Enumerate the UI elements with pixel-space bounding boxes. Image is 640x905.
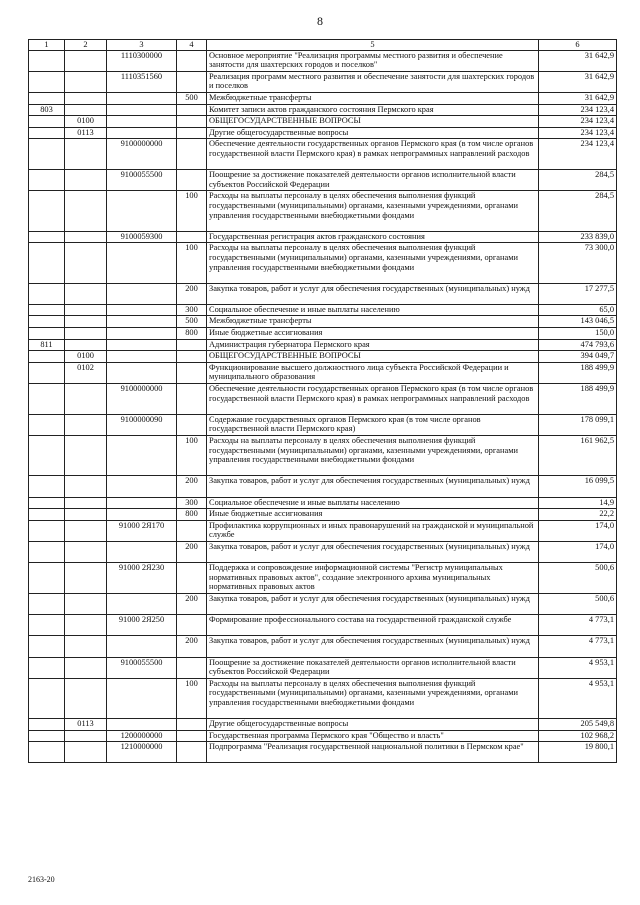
cell-c5: Администрация губернатора Пермского края bbox=[207, 339, 539, 351]
cell-c1 bbox=[29, 593, 65, 614]
cell-c5: Государственная регистрация актов гражданского состояния bbox=[207, 231, 539, 243]
cell-c6: 14,9 bbox=[539, 497, 617, 509]
cell-c5: Государственная программа Пермского края "Общество и власть" bbox=[207, 730, 539, 742]
cell-c3 bbox=[107, 509, 177, 521]
cell-c6: 234 123,4 bbox=[539, 139, 617, 170]
cell-c5: Основное мероприятие "Реализация программы местного развития и обеспечение занятости для шахтерских городов и поселков" bbox=[207, 50, 539, 71]
cell-c1 bbox=[29, 615, 65, 636]
cell-c4 bbox=[177, 170, 207, 191]
cell-c5: Содержание государственных органов Пермского края (в том числе органов государственной власти Пермского края) bbox=[207, 414, 539, 435]
cell-c2 bbox=[65, 541, 107, 562]
cell-c2 bbox=[65, 243, 107, 283]
table-row bbox=[29, 541, 617, 562]
cell-c5: Поощрение за достижение показателей деятельности органов исполнительной власти субъектов Российской Федерации bbox=[207, 170, 539, 191]
cell-c3 bbox=[107, 362, 177, 383]
cell-c6: 188 499,9 bbox=[539, 362, 617, 383]
table-row bbox=[29, 362, 617, 383]
cell-c2 bbox=[65, 104, 107, 116]
cell-c6: 19 800,1 bbox=[539, 742, 617, 763]
cell-c5: Функционирование высшего должностного лица субъекта Российской Федерации и муниципального образования bbox=[207, 362, 539, 383]
cell-c1 bbox=[29, 92, 65, 104]
cell-c5: Расходы на выплаты персоналу в целях обеспечения выполнения функций государственными (муниципальными) органами, казенными учреждениями, органами управления государственными внебюджетными фондами bbox=[207, 678, 539, 718]
cell-c3 bbox=[107, 116, 177, 128]
cell-c4: 100 bbox=[177, 678, 207, 718]
cell-c3: 9100055500 bbox=[107, 657, 177, 678]
table-row bbox=[29, 50, 617, 71]
table-row bbox=[29, 719, 617, 731]
cell-c5: Другие общегосударственные вопросы bbox=[207, 127, 539, 139]
cell-c3: 1110351560 bbox=[107, 71, 177, 92]
cell-c3 bbox=[107, 476, 177, 497]
cell-c5: Социальное обеспечение и иные выплаты населению bbox=[207, 304, 539, 316]
cell-c4 bbox=[177, 127, 207, 139]
header-col-5: 5 bbox=[207, 40, 539, 51]
cell-c3: 9100000090 bbox=[107, 414, 177, 435]
cell-c1 bbox=[29, 362, 65, 383]
cell-c2 bbox=[65, 283, 107, 304]
cell-c4 bbox=[177, 231, 207, 243]
cell-c1 bbox=[29, 50, 65, 71]
cell-c6: 500,6 bbox=[539, 563, 617, 594]
cell-c6: 284,5 bbox=[539, 170, 617, 191]
cell-c4: 800 bbox=[177, 509, 207, 521]
cell-c2 bbox=[65, 742, 107, 763]
cell-c3 bbox=[107, 304, 177, 316]
cell-c4 bbox=[177, 730, 207, 742]
cell-c4: 100 bbox=[177, 436, 207, 476]
table-row bbox=[29, 436, 617, 476]
cell-c3: 1210000000 bbox=[107, 742, 177, 763]
cell-c6: 31 642,9 bbox=[539, 71, 617, 92]
cell-c2 bbox=[65, 50, 107, 71]
cell-c4: 800 bbox=[177, 328, 207, 340]
cell-c4: 500 bbox=[177, 92, 207, 104]
cell-c2 bbox=[65, 636, 107, 657]
table-row bbox=[29, 384, 617, 415]
cell-c3: 91000 2Я170 bbox=[107, 520, 177, 541]
cell-c1 bbox=[29, 71, 65, 92]
cell-c3 bbox=[107, 719, 177, 731]
cell-c6: 174,0 bbox=[539, 541, 617, 562]
cell-c5: Обеспечение деятельности государственных органов Пермского края (в том числе органов государственной власти Пермского края) в рамках непрограммных направлений расходов bbox=[207, 139, 539, 170]
cell-c5: Иные бюджетные ассигнования bbox=[207, 328, 539, 340]
cell-c6: 205 549,8 bbox=[539, 719, 617, 731]
cell-c2 bbox=[65, 593, 107, 614]
cell-c1 bbox=[29, 116, 65, 128]
cell-c2: 0100 bbox=[65, 351, 107, 363]
cell-c3: 1110300000 bbox=[107, 50, 177, 71]
cell-c5: Поощрение за достижение показателей деятельности органов исполнительной власти субъектов Российской Федерации bbox=[207, 657, 539, 678]
cell-c4 bbox=[177, 116, 207, 128]
cell-c6: 102 968,2 bbox=[539, 730, 617, 742]
header-col-1: 1 bbox=[29, 40, 65, 51]
table-row bbox=[29, 678, 617, 718]
cell-c3 bbox=[107, 497, 177, 509]
cell-c4: 100 bbox=[177, 191, 207, 231]
table-row bbox=[29, 509, 617, 521]
cell-c1 bbox=[29, 541, 65, 562]
cell-c6: 73 300,0 bbox=[539, 243, 617, 283]
cell-c6: 31 642,9 bbox=[539, 50, 617, 71]
cell-c1 bbox=[29, 476, 65, 497]
cell-c2 bbox=[65, 231, 107, 243]
cell-c2 bbox=[65, 615, 107, 636]
cell-c2 bbox=[65, 304, 107, 316]
cell-c1 bbox=[29, 170, 65, 191]
cell-c5: ОБЩЕГОСУДАРСТВЕННЫЕ ВОПРОСЫ bbox=[207, 116, 539, 128]
cell-c1 bbox=[29, 719, 65, 731]
cell-c4 bbox=[177, 657, 207, 678]
cell-c6: 233 839,0 bbox=[539, 231, 617, 243]
budget-table bbox=[28, 39, 617, 763]
cell-c2: 0102 bbox=[65, 362, 107, 383]
header-col-3: 3 bbox=[107, 40, 177, 51]
cell-c1 bbox=[29, 384, 65, 415]
cell-c1 bbox=[29, 316, 65, 328]
cell-c3 bbox=[107, 243, 177, 283]
cell-c6: 4 773,1 bbox=[539, 636, 617, 657]
cell-c6: 234 123,4 bbox=[539, 127, 617, 139]
cell-c4: 200 bbox=[177, 476, 207, 497]
cell-c1 bbox=[29, 191, 65, 231]
cell-c3 bbox=[107, 339, 177, 351]
table-row bbox=[29, 476, 617, 497]
cell-c1 bbox=[29, 328, 65, 340]
cell-c5: Расходы на выплаты персоналу в целях обеспечения выполнения функций государственными (муниципальными) органами, казенными учреждениями, органами управления государственными внебюджетными фондами bbox=[207, 191, 539, 231]
cell-c5: Закупка товаров, работ и услуг для обеспечения государственных (муниципальных) нужд bbox=[207, 636, 539, 657]
cell-c1 bbox=[29, 231, 65, 243]
cell-c1 bbox=[29, 139, 65, 170]
table-row bbox=[29, 71, 617, 92]
cell-c1 bbox=[29, 509, 65, 521]
footer-code: 2163-20 bbox=[28, 875, 55, 884]
cell-c6: 178 099,1 bbox=[539, 414, 617, 435]
cell-c2: 0100 bbox=[65, 116, 107, 128]
cell-c4 bbox=[177, 742, 207, 763]
cell-c5: Закупка товаров, работ и услуг для обеспечения государственных (муниципальных) нужд bbox=[207, 283, 539, 304]
cell-c6: 394 049,7 bbox=[539, 351, 617, 363]
cell-c1: 803 bbox=[29, 104, 65, 116]
cell-c4 bbox=[177, 50, 207, 71]
cell-c4 bbox=[177, 615, 207, 636]
table-row bbox=[29, 191, 617, 231]
cell-c3: 9100059300 bbox=[107, 231, 177, 243]
cell-c3 bbox=[107, 316, 177, 328]
cell-c4 bbox=[177, 719, 207, 731]
cell-c5: Иные бюджетные ассигнования bbox=[207, 509, 539, 521]
header-col-6: 6 bbox=[539, 40, 617, 51]
cell-c2: 0113 bbox=[65, 719, 107, 731]
cell-c3 bbox=[107, 678, 177, 718]
cell-c2 bbox=[65, 520, 107, 541]
cell-c4: 200 bbox=[177, 636, 207, 657]
cell-c5: Закупка товаров, работ и услуг для обеспечения государственных (муниципальных) нужд bbox=[207, 541, 539, 562]
table-row bbox=[29, 127, 617, 139]
table-row bbox=[29, 593, 617, 614]
cell-c4 bbox=[177, 563, 207, 594]
cell-c3 bbox=[107, 351, 177, 363]
cell-c2 bbox=[65, 316, 107, 328]
table-row bbox=[29, 231, 617, 243]
cell-c3 bbox=[107, 92, 177, 104]
cell-c2 bbox=[65, 191, 107, 231]
cell-c5: Подпрограмма "Реализация государственной национальной политики в Пермском крае" bbox=[207, 742, 539, 763]
table-row bbox=[29, 328, 617, 340]
cell-c6: 500,6 bbox=[539, 593, 617, 614]
table-row bbox=[29, 92, 617, 104]
cell-c6: 188 499,9 bbox=[539, 384, 617, 415]
cell-c6: 4 953,1 bbox=[539, 657, 617, 678]
cell-c2 bbox=[65, 563, 107, 594]
table-row bbox=[29, 339, 617, 351]
cell-c5: Комитет записи актов гражданского состояния Пермского края bbox=[207, 104, 539, 116]
cell-c5: Другие общегосударственные вопросы bbox=[207, 719, 539, 731]
cell-c4 bbox=[177, 384, 207, 415]
cell-c4 bbox=[177, 414, 207, 435]
cell-c1 bbox=[29, 436, 65, 476]
cell-c2 bbox=[65, 328, 107, 340]
cell-c6: 143 046,5 bbox=[539, 316, 617, 328]
cell-c1 bbox=[29, 283, 65, 304]
cell-c1 bbox=[29, 243, 65, 283]
cell-c4 bbox=[177, 351, 207, 363]
cell-c4: 200 bbox=[177, 593, 207, 614]
table-row bbox=[29, 636, 617, 657]
cell-c4 bbox=[177, 71, 207, 92]
cell-c1 bbox=[29, 127, 65, 139]
cell-c2 bbox=[65, 509, 107, 521]
cell-c3 bbox=[107, 593, 177, 614]
cell-c5: Обеспечение деятельности государственных органов Пермского края (в том числе органов государственной власти Пермского края) в рамках непрограммных направлений расходов bbox=[207, 384, 539, 415]
cell-c6: 234 123,4 bbox=[539, 104, 617, 116]
cell-c3 bbox=[107, 127, 177, 139]
table-row bbox=[29, 316, 617, 328]
cell-c1 bbox=[29, 520, 65, 541]
cell-c3 bbox=[107, 436, 177, 476]
cell-c6: 234 123,4 bbox=[539, 116, 617, 128]
cell-c1 bbox=[29, 678, 65, 718]
cell-c2 bbox=[65, 497, 107, 509]
cell-c1 bbox=[29, 304, 65, 316]
cell-c3: 9100000000 bbox=[107, 139, 177, 170]
cell-c4: 300 bbox=[177, 497, 207, 509]
cell-c2 bbox=[65, 657, 107, 678]
cell-c2 bbox=[65, 730, 107, 742]
cell-c5: Межбюджетные трансферты bbox=[207, 316, 539, 328]
table-body bbox=[29, 50, 617, 763]
cell-c3: 1200000000 bbox=[107, 730, 177, 742]
cell-c3: 9100000000 bbox=[107, 384, 177, 415]
header-col-2: 2 bbox=[65, 40, 107, 51]
cell-c4 bbox=[177, 362, 207, 383]
cell-c4 bbox=[177, 139, 207, 170]
table-row bbox=[29, 243, 617, 283]
cell-c1 bbox=[29, 414, 65, 435]
cell-c4: 300 bbox=[177, 304, 207, 316]
cell-c3 bbox=[107, 328, 177, 340]
table-row bbox=[29, 657, 617, 678]
cell-c1 bbox=[29, 563, 65, 594]
table-row bbox=[29, 497, 617, 509]
table-row bbox=[29, 116, 617, 128]
cell-c5: Социальное обеспечение и иные выплаты населению bbox=[207, 497, 539, 509]
cell-c2 bbox=[65, 71, 107, 92]
cell-c2 bbox=[65, 92, 107, 104]
cell-c6: 161 962,5 bbox=[539, 436, 617, 476]
cell-c6: 17 277,5 bbox=[539, 283, 617, 304]
cell-c6: 31 642,9 bbox=[539, 92, 617, 104]
cell-c3 bbox=[107, 541, 177, 562]
cell-c4: 200 bbox=[177, 283, 207, 304]
cell-c4: 200 bbox=[177, 541, 207, 562]
cell-c2 bbox=[65, 384, 107, 415]
cell-c3 bbox=[107, 636, 177, 657]
cell-c5: Расходы на выплаты персоналу в целях обеспечения выполнения функций государственными (муниципальными) органами, казенными учреждениями, органами управления государственными внебюджетными фондами bbox=[207, 436, 539, 476]
cell-c2 bbox=[65, 414, 107, 435]
table-row bbox=[29, 563, 617, 594]
cell-c1 bbox=[29, 657, 65, 678]
cell-c4: 500 bbox=[177, 316, 207, 328]
cell-c2 bbox=[65, 476, 107, 497]
cell-c5: Формирование профессионального состава на государственной гражданской службе bbox=[207, 615, 539, 636]
table-row bbox=[29, 615, 617, 636]
cell-c6: 474 793,6 bbox=[539, 339, 617, 351]
cell-c6: 284,5 bbox=[539, 191, 617, 231]
cell-c4 bbox=[177, 104, 207, 116]
cell-c2 bbox=[65, 339, 107, 351]
table-row bbox=[29, 104, 617, 116]
cell-c1 bbox=[29, 351, 65, 363]
cell-c6: 4 773,1 bbox=[539, 615, 617, 636]
cell-c5: Профилактика коррупционных и иных правонарушений на гражданской и муниципальной службе bbox=[207, 520, 539, 541]
header-col-4: 4 bbox=[177, 40, 207, 51]
cell-c6: 16 099,5 bbox=[539, 476, 617, 497]
cell-c4 bbox=[177, 520, 207, 541]
cell-c2 bbox=[65, 678, 107, 718]
table-row bbox=[29, 304, 617, 316]
cell-c5: Закупка товаров, работ и услуг для обеспечения государственных (муниципальных) нужд bbox=[207, 476, 539, 497]
cell-c6: 65,0 bbox=[539, 304, 617, 316]
cell-c6: 150,0 bbox=[539, 328, 617, 340]
cell-c3: 91000 2Я250 bbox=[107, 615, 177, 636]
cell-c2 bbox=[65, 170, 107, 191]
cell-c6: 22,2 bbox=[539, 509, 617, 521]
table-row bbox=[29, 170, 617, 191]
cell-c2 bbox=[65, 436, 107, 476]
cell-c1 bbox=[29, 742, 65, 763]
cell-c5: Закупка товаров, работ и услуг для обеспечения государственных (муниципальных) нужд bbox=[207, 593, 539, 614]
cell-c1 bbox=[29, 497, 65, 509]
cell-c5: Поддержка и сопровождение информационной системы "Регистр муниципальных нормативных правовых актов", создание электронного архива муниципальных нормативных правовых актов bbox=[207, 563, 539, 594]
cell-c5: Реализация программ местного развития и обеспечение занятости для шахтерских городов и поселков bbox=[207, 71, 539, 92]
table-row bbox=[29, 730, 617, 742]
cell-c1: 811 bbox=[29, 339, 65, 351]
table-row bbox=[29, 283, 617, 304]
page-number: 8 bbox=[317, 14, 323, 28]
table-row bbox=[29, 139, 617, 170]
cell-c4 bbox=[177, 339, 207, 351]
cell-c3: 9100055500 bbox=[107, 170, 177, 191]
table-row bbox=[29, 414, 617, 435]
table-row bbox=[29, 351, 617, 363]
cell-c3 bbox=[107, 283, 177, 304]
cell-c4: 100 bbox=[177, 243, 207, 283]
table-header-row bbox=[29, 40, 617, 51]
table-row bbox=[29, 742, 617, 763]
cell-c5: Расходы на выплаты персоналу в целях обеспечения выполнения функций государственными (муниципальными) органами, казенными учреждениями, органами управления государственными внебюджетными фондами bbox=[207, 243, 539, 283]
cell-c3 bbox=[107, 104, 177, 116]
cell-c1 bbox=[29, 636, 65, 657]
cell-c5: Межбюджетные трансферты bbox=[207, 92, 539, 104]
cell-c6: 4 953,1 bbox=[539, 678, 617, 718]
cell-c5: ОБЩЕГОСУДАРСТВЕННЫЕ ВОПРОСЫ bbox=[207, 351, 539, 363]
table-row bbox=[29, 520, 617, 541]
cell-c6: 174,0 bbox=[539, 520, 617, 541]
cell-c3: 91000 2Я230 bbox=[107, 563, 177, 594]
cell-c1 bbox=[29, 730, 65, 742]
cell-c2: 0113 bbox=[65, 127, 107, 139]
cell-c3 bbox=[107, 191, 177, 231]
cell-c2 bbox=[65, 139, 107, 170]
